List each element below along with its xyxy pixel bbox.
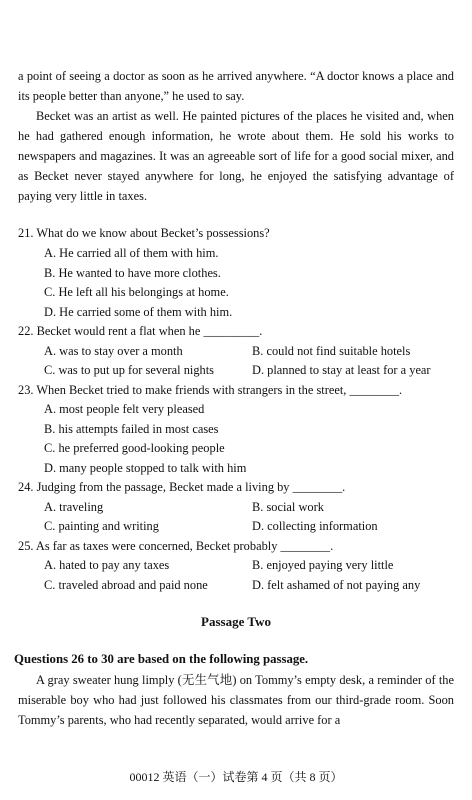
answer-option: A. hated to pay any taxes [44, 558, 170, 572]
answer-option: A. traveling [44, 500, 104, 514]
question-stem: 22. Becket would rent a flat when he _________. [18, 324, 263, 338]
answer-option: C. He left all his belongings at home. [44, 285, 229, 299]
answer-option: D. planned to stay at least for a year [252, 363, 431, 377]
passage-paragraph: a point of seeing a doctor as soon as he arrived anywhere. “A doctor knows a place and its people better than anyone,” he used to say. [18, 69, 454, 103]
answer-option: C. was to put up for several nights [44, 363, 215, 377]
answer-option: A. was to stay over a month [44, 344, 183, 358]
question-stem: 24. Judging from the passage, Becket made a living by ________. [18, 480, 346, 494]
question-stem: 25. As far as taxes were concerned, Becket probably ________. [18, 539, 334, 553]
answer-option: B. social work [252, 500, 324, 514]
answer-option: D. felt ashamed of not paying any [252, 578, 421, 592]
question-stem: 21. What do we know about Becket’s possessions? [18, 226, 270, 240]
answer-option: A. He carried all of them with him. [44, 246, 219, 260]
question-stem: 23. When Becket tried to make friends with strangers in the street, ________. [18, 383, 403, 397]
section-heading: Passage Two [201, 614, 271, 629]
passage-paragraph: Becket was an artist as well. He painted pictures of the places he visited and, when he had gathered enough information, he wrote about them. He sold his works to newspapers and magazines. It was an agreeable sort of life for a good social mixer, and as Becket never stayed anywhere for long, he enjoyed the satisfying advantage of paying very little in taxes. [18, 109, 454, 203]
answer-option: D. collecting information [252, 519, 378, 533]
answer-option: D. many people stopped to talk with him [44, 461, 247, 475]
answer-option: D. He carried some of them with him. [44, 305, 233, 319]
answer-option: A. most people felt very pleased [44, 402, 205, 416]
answer-option: C. traveled abroad and paid none [44, 578, 208, 592]
section-instruction: Questions 26 to 30 are based on the following passage. [14, 652, 309, 666]
answer-option: C. painting and writing [44, 519, 159, 533]
answer-option: B. his attempts failed in most cases [44, 422, 219, 436]
answer-option: B. enjoyed paying very little [252, 558, 394, 572]
passage-paragraph: A gray sweater hung limply (无生气地) on Tommy’s empty desk, a reminder of the miserable boy who had just followed his classmates from our third-grade room. Soon Tommy’s parents, who had recently separated, would arrive for a [18, 673, 454, 727]
answer-option: B. He wanted to have more clothes. [44, 266, 221, 280]
page-footer: 00012 英语（一）试卷第 4 页（共 8 页） [129, 770, 343, 784]
answer-option: B. could not find suitable hotels [252, 344, 411, 358]
answer-option: C. he preferred good-looking people [44, 441, 225, 455]
